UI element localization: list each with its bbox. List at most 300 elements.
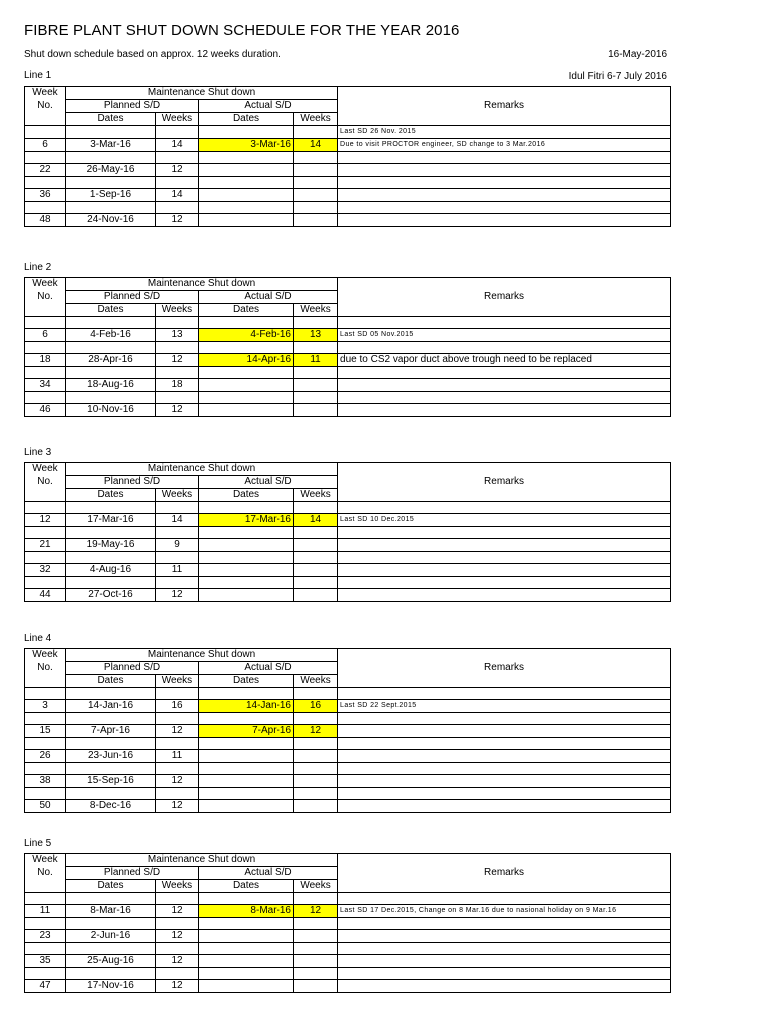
empty-cell (156, 763, 199, 775)
empty-cell (66, 893, 156, 905)
week-header: Week (25, 463, 66, 476)
empty-cell (66, 918, 156, 930)
week-header: Week (25, 87, 66, 100)
actual-weeks (294, 164, 338, 177)
schedule-table (24, 648, 671, 813)
week-header: Week (25, 278, 66, 291)
remark-cell: Due to visit PROCTOR engineer, SD change to 3 Mar.2016 (338, 139, 671, 152)
week-number: 18 (25, 354, 66, 367)
week-number: 21 (25, 539, 66, 552)
empty-cell (199, 918, 294, 930)
planned-header: Planned S/D (66, 867, 199, 880)
spacer-row (25, 392, 671, 404)
week-number: 11 (25, 905, 66, 918)
empty-cell (199, 202, 294, 214)
remark-cell (338, 392, 671, 404)
empty-cell (156, 918, 199, 930)
actual-date (199, 980, 294, 993)
planned-date: 28-Apr-16 (66, 354, 156, 367)
weeks-header: Weeks (156, 489, 199, 502)
week-header-blank (25, 675, 66, 688)
empty-cell (156, 893, 199, 905)
week-number: 48 (25, 214, 66, 227)
empty-cell (156, 943, 199, 955)
empty-cell (294, 943, 338, 955)
actual-date (199, 955, 294, 968)
table-row (25, 214, 671, 227)
empty-cell (199, 688, 294, 700)
maintenance-header: Maintenance Shut down (66, 854, 338, 867)
empty-cell (156, 788, 199, 800)
empty-cell (25, 552, 66, 564)
schedule-subtitle: Shut down schedule based on approx. 12 weeks duration. (24, 49, 281, 60)
empty-cell (25, 317, 66, 329)
remark-cell: Last SD 26 Nov. 2015 (338, 126, 671, 139)
empty-cell (156, 577, 199, 589)
empty-cell (66, 177, 156, 189)
table-row (25, 905, 671, 918)
maintenance-header: Maintenance Shut down (66, 463, 338, 476)
planned-weeks: 12 (156, 589, 199, 602)
empty-cell (199, 577, 294, 589)
remark-cell (338, 738, 671, 750)
empty-cell (156, 126, 199, 139)
spacer-row (25, 713, 671, 725)
table-row (25, 539, 671, 552)
line-label: Line 2 (24, 262, 52, 273)
actual-weeks: 11 (294, 354, 338, 367)
spacer-row (25, 763, 671, 775)
table-row (25, 700, 671, 713)
spacer-row (25, 177, 671, 189)
remark-cell (338, 164, 671, 177)
empty-cell (66, 527, 156, 539)
planned-date: 24-Nov-16 (66, 214, 156, 227)
planned-header: Planned S/D (66, 662, 199, 675)
spacer-row (25, 943, 671, 955)
empty-cell (156, 367, 199, 379)
remark-cell (338, 214, 671, 227)
empty-cell (66, 577, 156, 589)
week-header: Week (25, 854, 66, 867)
empty-cell (66, 552, 156, 564)
weeks-header: Weeks (294, 880, 338, 893)
planned-date: 8-Mar-16 (66, 905, 156, 918)
planned-weeks: 12 (156, 725, 199, 738)
week-number: 50 (25, 800, 66, 813)
empty-cell (25, 126, 66, 139)
actual-date (199, 589, 294, 602)
empty-cell (156, 502, 199, 514)
remark-cell (338, 564, 671, 577)
remark-cell: due to CS2 vapor duct above trough need to be replaced (338, 354, 671, 367)
schedule-table (24, 86, 671, 227)
week-header: Week (25, 649, 66, 662)
empty-cell (66, 126, 156, 139)
planned-weeks: 14 (156, 139, 199, 152)
actual-weeks (294, 750, 338, 763)
table-row (25, 775, 671, 788)
empty-cell (66, 763, 156, 775)
week-number: 6 (25, 329, 66, 342)
actual-weeks: 13 (294, 329, 338, 342)
maintenance-header: Maintenance Shut down (66, 649, 338, 662)
remarks-header: Remarks (338, 278, 671, 317)
remark-cell (338, 502, 671, 514)
remark-cell (338, 152, 671, 164)
actual-date: 4-Feb-16 (199, 329, 294, 342)
empty-cell (66, 152, 156, 164)
empty-cell (294, 342, 338, 354)
spacer-row (25, 367, 671, 379)
remark-cell: Last SD 22 Sept.2015 (338, 700, 671, 713)
table-row (25, 930, 671, 943)
weeks-header: Weeks (294, 675, 338, 688)
table-row (25, 955, 671, 968)
remark-cell (338, 955, 671, 968)
actual-weeks (294, 214, 338, 227)
remark-cell (338, 800, 671, 813)
empty-cell (25, 502, 66, 514)
spacer-row (25, 342, 671, 354)
empty-cell (25, 577, 66, 589)
week-number: 47 (25, 980, 66, 993)
remark-cell (338, 367, 671, 379)
week-no-header: No. (25, 476, 66, 489)
planned-weeks: 12 (156, 404, 199, 417)
remark-cell (338, 918, 671, 930)
planned-date: 4-Aug-16 (66, 564, 156, 577)
actual-weeks (294, 980, 338, 993)
empty-cell (25, 152, 66, 164)
actual-weeks: 14 (294, 139, 338, 152)
actual-date (199, 930, 294, 943)
week-number: 32 (25, 564, 66, 577)
actual-date (199, 404, 294, 417)
dates-header: Dates (199, 304, 294, 317)
header-row (25, 854, 671, 867)
planned-date: 23-Jun-16 (66, 750, 156, 763)
actual-date (199, 189, 294, 202)
actual-date (199, 539, 294, 552)
spacer-row (25, 152, 671, 164)
table-row (25, 404, 671, 417)
table-row (25, 589, 671, 602)
planned-weeks: 12 (156, 214, 199, 227)
empty-cell (294, 367, 338, 379)
remark-cell (338, 379, 671, 392)
empty-cell (156, 317, 199, 329)
week-header-blank (25, 304, 66, 317)
empty-cell (66, 202, 156, 214)
empty-cell (199, 177, 294, 189)
empty-cell (294, 177, 338, 189)
empty-cell (199, 713, 294, 725)
actual-weeks (294, 404, 338, 417)
schedule-table (24, 277, 671, 417)
empty-cell (25, 392, 66, 404)
planned-weeks: 12 (156, 905, 199, 918)
remark-cell (338, 577, 671, 589)
table-row (25, 354, 671, 367)
empty-cell (199, 126, 294, 139)
empty-cell (294, 738, 338, 750)
remark-cell: Last SD 17 Dec.2015, Change on 8 Mar.16 due to nasional holiday on 9 Mar.16 (338, 905, 671, 918)
table-row (25, 189, 671, 202)
header-row (25, 278, 671, 291)
empty-cell (156, 552, 199, 564)
actual-weeks (294, 775, 338, 788)
spacer-row (25, 893, 671, 905)
table-row (25, 800, 671, 813)
table-row (25, 564, 671, 577)
empty-cell (156, 738, 199, 750)
table-row (25, 139, 671, 152)
empty-cell (25, 763, 66, 775)
line-label: Line 4 (24, 633, 52, 644)
empty-cell (25, 342, 66, 354)
planned-weeks: 12 (156, 354, 199, 367)
actual-date (199, 379, 294, 392)
actual-date: 8-Mar-16 (199, 905, 294, 918)
week-number: 6 (25, 139, 66, 152)
empty-cell (294, 552, 338, 564)
actual-date: 14-Jan-16 (199, 700, 294, 713)
empty-cell (25, 202, 66, 214)
table-row (25, 329, 671, 342)
empty-cell (199, 738, 294, 750)
table-row (25, 164, 671, 177)
empty-cell (25, 177, 66, 189)
empty-cell (294, 788, 338, 800)
remark-cell (338, 317, 671, 329)
remark-cell (338, 202, 671, 214)
remark-cell (338, 527, 671, 539)
planned-weeks: 12 (156, 955, 199, 968)
empty-cell (25, 968, 66, 980)
empty-cell (199, 152, 294, 164)
spacer-row (25, 502, 671, 514)
actual-weeks: 12 (294, 905, 338, 918)
planned-date: 18-Aug-16 (66, 379, 156, 392)
actual-weeks (294, 589, 338, 602)
header-row (25, 463, 671, 476)
week-number: 23 (25, 930, 66, 943)
remark-cell (338, 589, 671, 602)
empty-cell (199, 527, 294, 539)
remark-cell (338, 893, 671, 905)
empty-cell (66, 502, 156, 514)
empty-cell (156, 527, 199, 539)
empty-cell (66, 788, 156, 800)
week-no-header: No. (25, 662, 66, 675)
dates-header: Dates (199, 675, 294, 688)
weeks-header: Weeks (156, 113, 199, 126)
planned-date: 8-Dec-16 (66, 800, 156, 813)
planned-weeks: 12 (156, 775, 199, 788)
actual-weeks: 14 (294, 514, 338, 527)
dates-header: Dates (199, 880, 294, 893)
spacer-row (25, 126, 671, 139)
empty-cell (294, 577, 338, 589)
actual-date (199, 775, 294, 788)
spacer-row (25, 788, 671, 800)
actual-date: 7-Apr-16 (199, 725, 294, 738)
empty-cell (199, 552, 294, 564)
spacer-row (25, 577, 671, 589)
empty-cell (66, 392, 156, 404)
planned-date: 25-Aug-16 (66, 955, 156, 968)
planned-date: 1-Sep-16 (66, 189, 156, 202)
holiday-note: Idul Fitri 6-7 July 2016 (568, 71, 667, 82)
actual-date (199, 750, 294, 763)
planned-header: Planned S/D (66, 291, 199, 304)
table-row (25, 514, 671, 527)
weeks-header: Weeks (156, 880, 199, 893)
remark-cell (338, 713, 671, 725)
spacer-row (25, 738, 671, 750)
week-header-blank (25, 113, 66, 126)
empty-cell (25, 527, 66, 539)
week-no-header: No. (25, 867, 66, 880)
dates-header: Dates (199, 489, 294, 502)
empty-cell (25, 688, 66, 700)
planned-weeks: 12 (156, 800, 199, 813)
week-number: 46 (25, 404, 66, 417)
remarks-header: Remarks (338, 854, 671, 893)
actual-date: 17-Mar-16 (199, 514, 294, 527)
week-number: 35 (25, 955, 66, 968)
empty-cell (294, 893, 338, 905)
empty-cell (25, 788, 66, 800)
spacer-row (25, 688, 671, 700)
actual-header: Actual S/D (199, 662, 338, 675)
page-title: FIBRE PLANT SHUT DOWN SCHEDULE FOR THE YEAR 2016 (24, 22, 460, 39)
dates-header: Dates (66, 880, 156, 893)
actual-date: 3-Mar-16 (199, 139, 294, 152)
actual-header: Actual S/D (199, 291, 338, 304)
planned-weeks: 13 (156, 329, 199, 342)
planned-date: 17-Mar-16 (66, 514, 156, 527)
empty-cell (66, 943, 156, 955)
remark-cell (338, 177, 671, 189)
remark-cell (338, 943, 671, 955)
actual-weeks (294, 189, 338, 202)
dates-header: Dates (66, 489, 156, 502)
empty-cell (294, 713, 338, 725)
empty-cell (25, 943, 66, 955)
planned-date: 26-May-16 (66, 164, 156, 177)
report-date: 16-May-2016 (608, 49, 667, 60)
line-label: Line 5 (24, 838, 52, 849)
empty-cell (199, 968, 294, 980)
empty-cell (156, 392, 199, 404)
remark-cell (338, 750, 671, 763)
empty-cell (25, 713, 66, 725)
week-number: 36 (25, 189, 66, 202)
planned-date: 4-Feb-16 (66, 329, 156, 342)
remarks-header: Remarks (338, 649, 671, 688)
actual-weeks (294, 564, 338, 577)
empty-cell (294, 152, 338, 164)
planned-date: 3-Mar-16 (66, 139, 156, 152)
line-label: Line 3 (24, 447, 52, 458)
spacer-row (25, 202, 671, 214)
empty-cell (199, 317, 294, 329)
week-number: 38 (25, 775, 66, 788)
remark-cell (338, 688, 671, 700)
week-number: 15 (25, 725, 66, 738)
planned-date: 14-Jan-16 (66, 700, 156, 713)
weeks-header: Weeks (156, 675, 199, 688)
planned-date: 19-May-16 (66, 539, 156, 552)
table-row (25, 725, 671, 738)
maintenance-header: Maintenance Shut down (66, 87, 338, 100)
planned-weeks: 18 (156, 379, 199, 392)
empty-cell (199, 367, 294, 379)
empty-cell (66, 968, 156, 980)
line-label: Line 1 (24, 70, 52, 81)
remark-cell (338, 775, 671, 788)
planned-header: Planned S/D (66, 100, 199, 113)
dates-header: Dates (66, 113, 156, 126)
empty-cell (199, 502, 294, 514)
header-row (25, 649, 671, 662)
week-number: 12 (25, 514, 66, 527)
empty-cell (25, 738, 66, 750)
week-number: 22 (25, 164, 66, 177)
planned-date: 15-Sep-16 (66, 775, 156, 788)
actual-date (199, 564, 294, 577)
spacer-row (25, 918, 671, 930)
empty-cell (66, 317, 156, 329)
table-row (25, 980, 671, 993)
week-number: 26 (25, 750, 66, 763)
actual-header: Actual S/D (199, 476, 338, 489)
schedule-table (24, 853, 671, 993)
week-number: 44 (25, 589, 66, 602)
empty-cell (294, 688, 338, 700)
empty-cell (294, 317, 338, 329)
dates-header: Dates (199, 113, 294, 126)
weeks-header: Weeks (294, 489, 338, 502)
remark-cell (338, 552, 671, 564)
remark-cell (338, 968, 671, 980)
actual-weeks (294, 800, 338, 813)
remark-cell (338, 539, 671, 552)
weeks-header: Weeks (294, 113, 338, 126)
dates-header: Dates (66, 304, 156, 317)
remarks-header: Remarks (338, 463, 671, 502)
actual-date (199, 800, 294, 813)
week-no-header: No. (25, 291, 66, 304)
empty-cell (199, 788, 294, 800)
remark-cell (338, 930, 671, 943)
empty-cell (294, 918, 338, 930)
empty-cell (25, 893, 66, 905)
empty-cell (199, 342, 294, 354)
header-row (25, 87, 671, 100)
actual-weeks: 16 (294, 700, 338, 713)
planned-weeks: 12 (156, 980, 199, 993)
week-header-blank (25, 880, 66, 893)
week-no-header: No. (25, 100, 66, 113)
empty-cell (156, 688, 199, 700)
actual-date (199, 214, 294, 227)
spacer-row (25, 552, 671, 564)
empty-cell (199, 943, 294, 955)
empty-cell (199, 763, 294, 775)
